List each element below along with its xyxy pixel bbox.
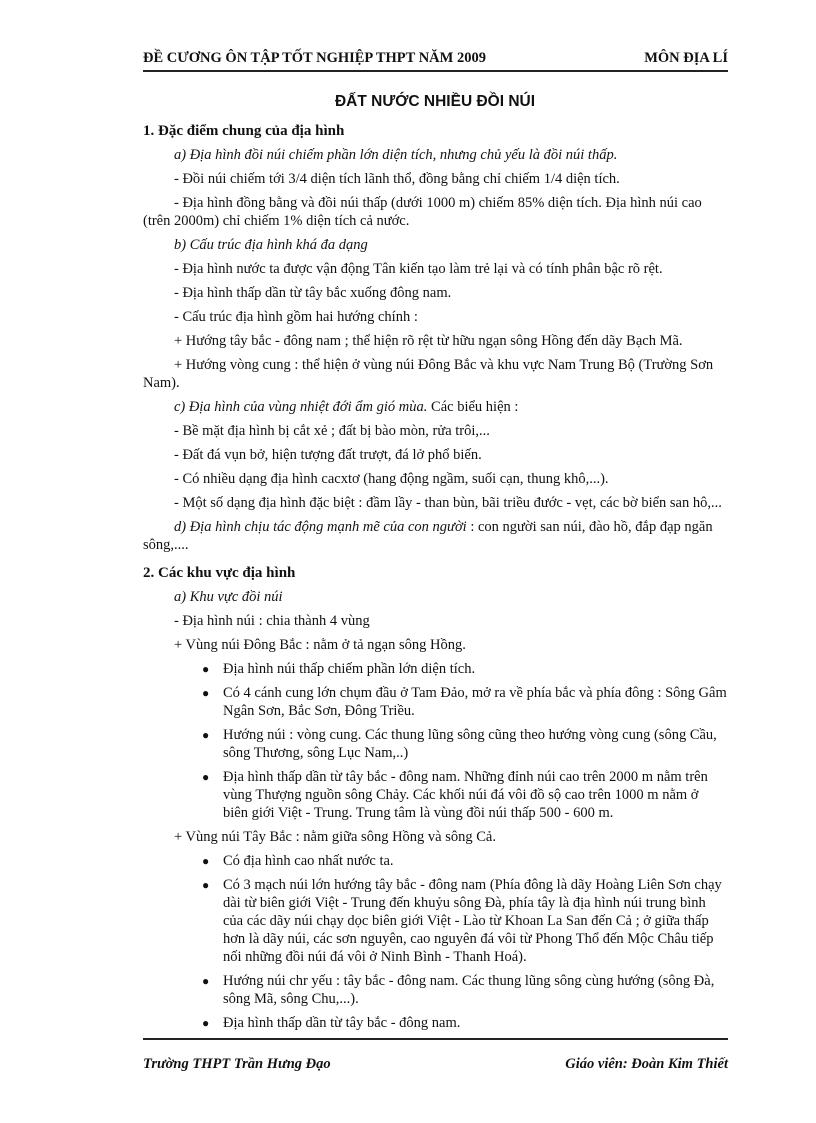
- paragraph: - Địa hình thấp dần từ tây bắc xuống đông nam.: [174, 285, 452, 301]
- bullet-icon: ●: [202, 770, 210, 784]
- footer-teacher: Giáo viên: Đoàn Kim Thiết: [565, 1056, 728, 1072]
- paragraph: + Hướng tây bắc - đông nam ; thể hiện rõ rệt từ hữu ngạn sông Hồng đến dãy Bạch Mã.: [174, 333, 683, 349]
- list-item-text: Địa hình thấp dần từ tây bắc - đông nam.: [223, 1015, 461, 1031]
- bullet-icon: ●: [202, 974, 210, 988]
- list-item: [143, 660, 727, 678]
- section-1c-title-rest: Các biểu hiện :: [427, 399, 519, 415]
- section-1c-title-italic: c) Địa hình của vùng nhiệt đới ẩm gió mùa.: [174, 399, 428, 415]
- section-1b-title: b) Cấu trúc địa hình khá đa dạng: [174, 237, 368, 253]
- bullet-icon: ●: [202, 1016, 210, 1030]
- list-item-text: Có 4 cánh cung lớn chụm đầu ở Tam Đảo, mở ra về phía bắc và phía đông : Sông Gâm Ngân Sơn, Bắc Sơn, Đông Triều.: [223, 685, 727, 719]
- page-title: ĐẤT NƯỚC NHIỀU ĐỒI NÚI: [334, 93, 536, 110]
- page-content: [143, 90, 727, 1038]
- paragraph: - Địa hình núi : chia thành 4 vùng: [174, 613, 370, 629]
- paragraph: - Đồi núi chiếm tới 3/4 diện tích lãnh thổ, đồng bằng chỉ chiếm 1/4 diện tích.: [174, 171, 620, 187]
- section-1-heading: 1. Đặc điểm chung của địa hình: [143, 123, 345, 139]
- list-item: [143, 768, 727, 822]
- section-1d-title-italic: d) Địa hình chịu tác động mạnh mẽ của con người: [174, 519, 467, 535]
- paragraph: + Hướng vòng cung : thể hiện ở vùng núi Đông Bắc và khu vực Nam Trung Bộ (Trường Sơn Nam).: [143, 357, 714, 391]
- paragraph: - Đất đá vụn bở, hiện tượng đất trượt, đá lở phổ biến.: [174, 447, 482, 463]
- section-2-heading: 2. Các khu vực địa hình: [143, 565, 296, 581]
- header-course-title: ĐỀ CƯƠNG ÔN TẬP TỐT NGHIỆP THPT NĂM 2009: [143, 50, 486, 66]
- section-1c-title: [143, 398, 727, 416]
- bullet-icon: ●: [202, 686, 210, 700]
- list-item: [143, 1014, 727, 1032]
- list-item-text: Có 3 mạch núi lớn hướng tây bắc - đông nam (Phía đông là dãy Hoàng Liên Sơn chạy dài từ biên giới Việt - Trung đến khuỷu sông Đà, phía tây là địa hình núi trung bình của các dãy núi chạy dọc biên giới Việt - Lào từ Khoan La San đến Cả ; ở giữa thấp hơn là dãy núi, các sơn nguyên, cao nguyên đá vôi từ Phong Thổ đến Mộc Châu tiếp nối những đồi núi đá vôi ở Ninh Bình - Thanh Hoá).: [223, 877, 722, 965]
- section-1a-title: a) Địa hình đồi núi chiếm phần lớn diện tích, nhưng chủ yếu là đồi núi thấp.: [174, 147, 618, 163]
- list-item: [143, 972, 727, 1008]
- list-item-text: Địa hình núi thấp chiếm phần lớn diện tích.: [223, 661, 476, 677]
- bullet-icon: ●: [202, 662, 210, 676]
- list-item: [143, 684, 727, 720]
- region-tay-bac: + Vùng núi Tây Bắc : nằm giữa sông Hồng và sông Cả.: [174, 829, 496, 845]
- list-item-text: Hướng núi chr yếu : tây bắc - đông nam. Các thung lũng sông cùng hướng (sông Đà, sông Mã, sông Chu,...).: [223, 973, 715, 1007]
- paragraph: - Bề mặt địa hình bị cắt xẻ ; đất bị bào mòn, rửa trôi,...: [174, 423, 490, 439]
- region-dong-bac: + Vùng núi Đông Bắc : nằm ở tả ngạn sông Hồng.: [174, 637, 466, 653]
- list-item-text: Địa hình thấp dần từ tây bắc - đông nam. Những đỉnh núi cao trên 2000 m nằm trên vùng Thượng nguồn sông Chảy. Các khối núi đá vôi đồ sộ cao trên 1000 m nằm ở biên giới Việt - Trung. Trung tâm là vùng đồi núi thấp 500 - 600 m.: [223, 769, 708, 821]
- tay-bac-bullet-list: [143, 852, 727, 1032]
- section-1d-paragraph: [143, 518, 727, 554]
- paragraph: - Một số dạng địa hình đặc biệt : đầm lầy - than bùn, bãi triều đước - vẹt, các bờ biển san hô,...: [174, 495, 722, 511]
- bullet-icon: ●: [202, 728, 210, 742]
- list-item: [143, 876, 727, 966]
- section-2a-title: a) Khu vực đồi núi: [174, 589, 283, 605]
- list-item-text: Hướng núi : vòng cung. Các thung lũng sông cũng theo hướng vòng cung (sông Cầu, sông Thương, sông Lục Nam,..): [223, 727, 717, 761]
- paragraph: - Địa hình nước ta được vận động Tân kiến tạo làm trẻ lại và có tính phân bậc rõ rệt.: [174, 261, 663, 277]
- bullet-icon: ●: [202, 878, 210, 892]
- dong-bac-bullet-list: [143, 660, 727, 822]
- paragraph: - Địa hình đồng bằng và đồi núi thấp (dưới 1000 m) chiếm 85% diện tích. Địa hình núi cao (trên 2000m) chỉ chiếm 1% diện tích cả nước.: [143, 195, 702, 229]
- page-header: [143, 46, 728, 72]
- list-item: [143, 852, 727, 870]
- section-1d-rest: : con người san núi, đào hồ, đắp đạp ngăn sông,....: [143, 519, 713, 553]
- page-footer: [143, 1038, 728, 1080]
- footer-school: Trường THPT Trần Hưng Đạo: [143, 1056, 331, 1072]
- header-subject: MÔN ĐỊA LÍ: [644, 50, 728, 66]
- paragraph: - Có nhiều dạng địa hình cacxtơ (hang động ngầm, suối cạn, thung khô,...).: [174, 471, 609, 487]
- paragraph: - Cấu trúc địa hình gồm hai hướng chính :: [174, 309, 418, 325]
- list-item-text: Có địa hình cao nhất nước ta.: [223, 853, 394, 869]
- bullet-icon: ●: [202, 854, 210, 868]
- list-item: [143, 726, 727, 762]
